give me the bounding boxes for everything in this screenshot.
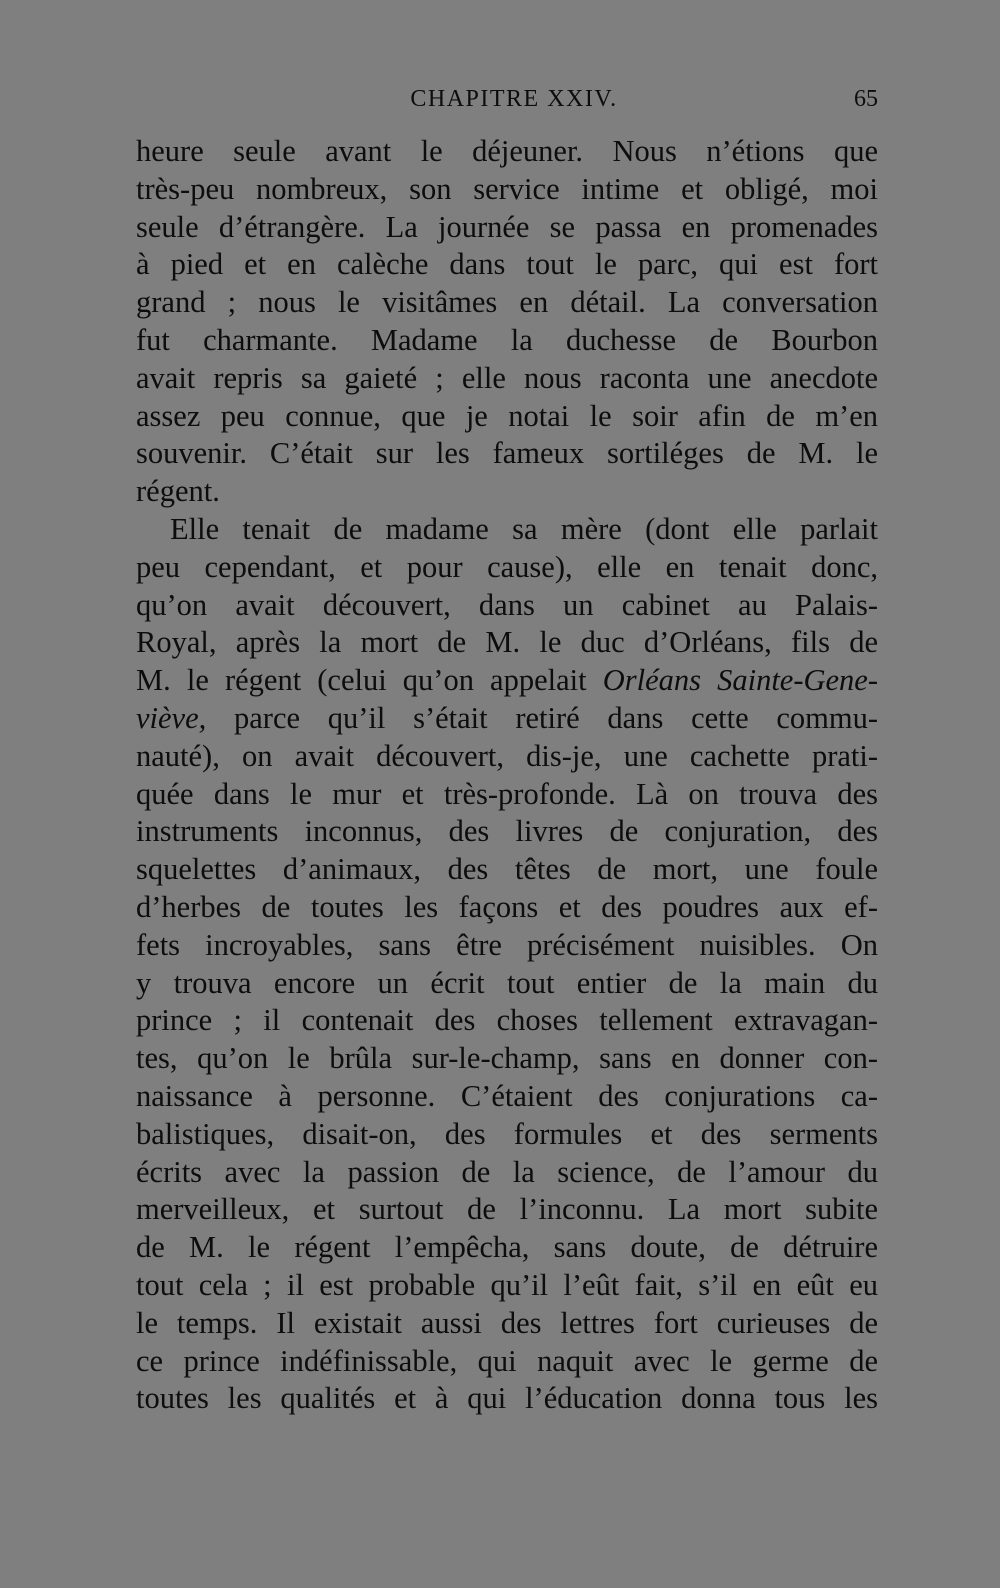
text-line: régent. [136,474,220,509]
running-title: CHAPITRE XXIV. [410,86,618,112]
text-line: qu’on avait découvert, dans un cabinet au Palais- [136,587,878,622]
text-line: d’herbes de toutes les façons et des poudres aux ef- [136,889,878,924]
text-segment: M. le régent (celui qu’on appelait [136,663,587,698]
text-line: prince ; il contenait des choses tellement extravagan- [136,1003,878,1038]
page-number: 65 [854,86,878,112]
text-line: merveilleux, et surtout de l’inconnu. La mort subite [136,1192,878,1227]
italic-name: Orléans Sainte-Gene- [602,663,878,698]
text-line: quée dans le mur et très-profonde. Là on trouva des [136,776,878,811]
text-line: squelettes d’animaux, des têtes de mort, une foule [136,852,878,887]
text-line: heure seule avant le déjeuner. Nous n’étions que [136,134,878,168]
text-line: assez peu connue, que je notai le soir afin de m’en [136,398,878,433]
text-line: y trouva encore un écrit tout entier de la main du [136,965,878,1000]
text-line: ce prince indéfinissable, qui naquit avec le germe de [136,1343,878,1378]
text-line: toutes les qualités et à qui l’éducation donna tous les [136,1381,878,1416]
text-line: à pied et en calèche dans tout le parc, qui est fort [136,247,878,282]
text-line: le temps. Il existait aussi des lettres fort curieuses de [136,1305,878,1340]
text-line: de M. le régent l’empêcha, sans doute, de détruire [136,1230,878,1265]
text-line: grand ; nous le visitâmes en détail. La conversation [136,285,878,320]
text-line: seule d’étrangère. La journée se passa en promenades [136,209,878,244]
text-line: tout cela ; il est probable qu’il l’eût fait, s’il en eût eu [136,1267,878,1302]
text-line: tes, qu’on le brûla sur-le-champ, sans en donner con- [136,1041,878,1076]
text-line: souvenir. C’était sur les fameux sortiléges de M. le [136,436,878,471]
text-segment: parce qu’il s’était retiré dans cette commu- [234,700,878,735]
text-line: très-peu nombreux, son service intime et obligé, moi [136,171,878,206]
italic-name: viève, [136,700,207,735]
text-line-with-italic [136,662,878,700]
body-text [136,133,878,1418]
text-line: balistiques, disait-on, des formules et des serments [136,1116,878,1151]
text-line: fut charmante. Madame la duchesse de Bourbon [136,322,878,357]
text-line: instruments inconnus, des livres de conjuration, des [136,814,878,849]
text-line: avait repris sa gaieté ; elle nous raconta une anecdote [136,360,878,395]
text-line-with-italic [136,700,878,738]
text-line: Royal, après la mort de M. le duc d’Orléans, fils de [136,625,878,660]
text-line: fets incroyables, sans être précisément nuisibles. On [136,927,878,962]
text-line: peu cependant, et pour cause), elle en tenait donc, [136,549,878,584]
paragraph-start-line: Elle tenait de madame sa mère (dont elle parlait [170,511,878,546]
text-line: nauté), on avait découvert, dis-je, une cachette prati- [136,738,878,773]
text-line: écrits avec la passion de la science, de l’amour du [136,1154,878,1189]
page-header [136,86,878,126]
text-line: naissance à personne. C’étaient des conjurations ca- [136,1078,878,1113]
